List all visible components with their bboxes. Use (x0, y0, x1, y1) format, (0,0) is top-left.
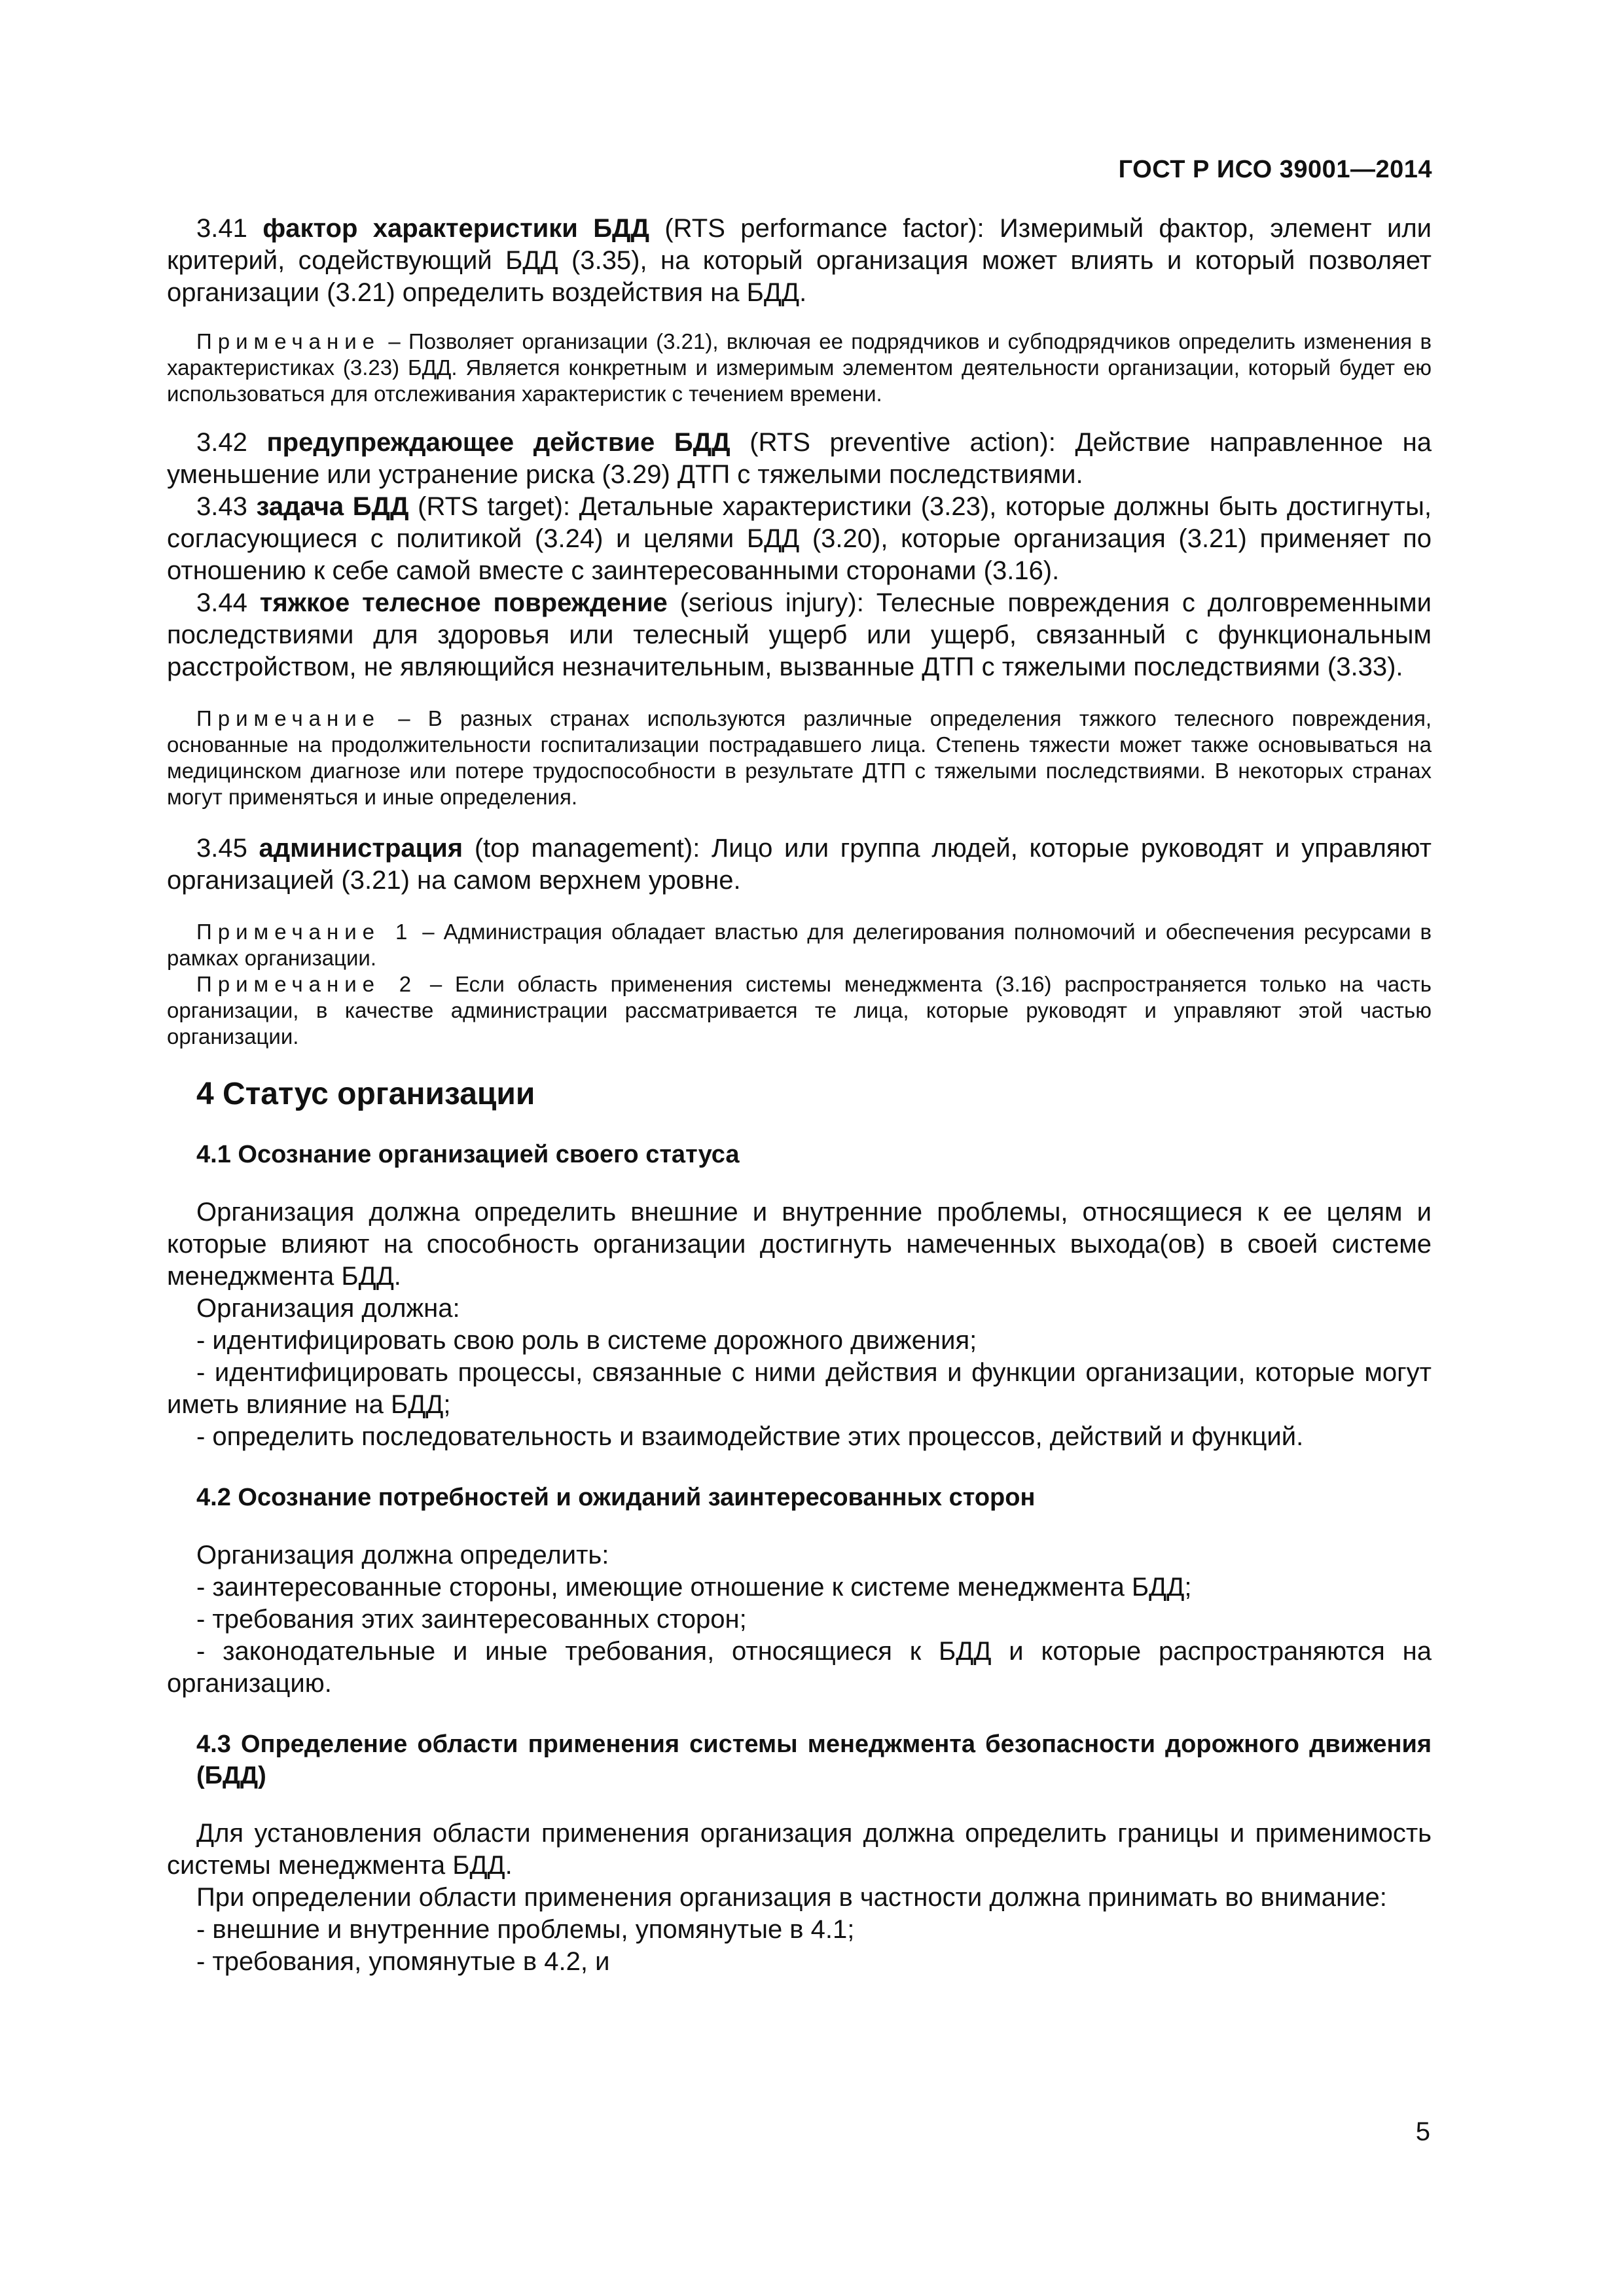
definition-term: фактор характеристики БДД (262, 214, 649, 243)
definition-text: (RTS performance factor): Измеримый фактор, элемент или критерий, содействующий БДД (3.35), на который организация может влиять и который позволяет организации (3.21) определить воздействия на БДД. (167, 214, 1432, 307)
definition-text: (RTS target): Детальные характеристики (3.23), которые должны быть достигнуты, согласующиеся с политикой (3.24) и целями БДД (3.20), которые организация (3.21) применяет по отношению к себе самой вместе с заинтересованными сторонами (3.16). (167, 492, 1432, 585)
definition-text: (top management): Лицо или группа людей, которые руководят и управляют организацией (3.21) на самом верхнем уровне. (167, 834, 1432, 895)
definition-term: предупреждающее действие БДД (266, 428, 731, 457)
section-4-1-lead: Организация должна: (196, 1294, 460, 1323)
note-label: Примечание (196, 329, 381, 353)
definition-number: 3.43 (196, 492, 257, 521)
list-item: - идентифицировать свою роль в системе дорожного движения; (196, 1326, 977, 1355)
note-text: – Позволяет организации (3.21), включая ее подрядчиков и субподрядчиков определить изменения в характеристиках (3.23) БДД. Является конкретным и измеримым элементом деятельности организации, который будет ею использоваться для отслеживания характеристик с течением времени. (167, 329, 1432, 406)
section-4-1-heading: 4.1 Осознание организацией своего статуса (196, 1141, 740, 1168)
note-3-44 (167, 706, 1432, 810)
definition-number: 3.42 (196, 428, 267, 457)
section-4-3-p2: При определении области применения организация в частности должна принимать во внимание: (196, 1883, 1387, 1912)
note-label: Примечание (196, 706, 381, 730)
section-4-2-heading: 4.2 Осознание потребностей и ожиданий заинтересованных сторон (196, 1484, 1036, 1511)
definition-text: (serious injury): Телесные повреждения с долговременными последствиями для здоровья или телесный ущерб или ущерб, связанный с функциональным расстройством, не являющийся незначительным, вызванные ДТП с тяжелыми последствиями (3.33). (167, 588, 1432, 681)
page-content (167, 213, 1432, 1978)
definition-3-43 (167, 491, 1432, 587)
section-4-2-lead: Организация должна определить: (196, 1541, 609, 1570)
list-item: - внешние и внутренние проблемы, упомянутые в 4.1; (196, 1915, 855, 1944)
definition-3-44 (167, 587, 1432, 683)
note-label: Примечание 1 (196, 920, 414, 944)
note-text: – Если область применения системы менеджмента (3.16) распространяется только на часть организации, в качестве администрации рассматривается те лица, которые руководят и управляют этой частью организации. (167, 972, 1432, 1049)
list-item: - законодательные и иные требования, относящиеся к БДД и которые распространяются на организацию. (167, 1637, 1432, 1698)
section-4-1-intro: Организация должна определить внешние и внутренние проблемы, относящиеся к ее целям и которые влияют на способность организации достигнуть намеченных выхода(ов) в своей системе менеджмента БДД. (167, 1198, 1432, 1291)
standard-id-header: ГОСТ Р ИСО 39001—2014 (1118, 156, 1432, 183)
note-text: – В разных странах используются различные определения тяжкого телесного повреждения, основанные на продолжительности госпитализации пострадавшего лица. Степень тяжести может также основываться на медицинском диагнозе или потере трудоспособности в результате ДТП с тяжелыми последствиями. В некоторых странах могут применяться и иные определения. (167, 706, 1432, 809)
definition-term: задача БДД (256, 492, 409, 521)
list-item: - заинтересованные стороны, имеющие отношение к системе менеджмента БДД; (196, 1573, 1192, 1602)
definition-text: (RTS preventive action): Действие направленное на уменьшение или устранение риска (3.29) ДТП с тяжелыми последствиями. (167, 428, 1432, 489)
definition-term: тяжкое телесное повреждение (259, 588, 668, 617)
definition-number: 3.44 (196, 588, 260, 617)
section-4-heading: 4 Статус организации (196, 1077, 535, 1111)
definition-3-41 (167, 213, 1432, 309)
list-item: - идентифицировать процессы, связанные с ними действия и функции организации, которые могут иметь влияние на БДД; (167, 1358, 1432, 1419)
definition-number: 3.41 (196, 214, 263, 243)
note-text: – Администрация обладает властью для делегирования полномочий и обеспечения ресурсами в рамках организации. (167, 920, 1432, 970)
section-4-3-heading: 4.3 Определение области применения системы менеджмента безопасности дорожного движения (БДД) (196, 1731, 1432, 1789)
definition-term: администрация (259, 834, 463, 863)
definition-3-42 (167, 427, 1432, 491)
list-item: - требования этих заинтересованных сторон; (196, 1605, 747, 1634)
note-3-45-1 (167, 919, 1432, 971)
note-label: Примечание 2 (196, 972, 418, 996)
definition-number: 3.45 (196, 834, 259, 863)
section-4-3-p1: Для установления области применения организация должна определить границы и применимость системы менеджмента БДД. (167, 1819, 1432, 1880)
note-3-41 (167, 329, 1432, 407)
list-item: - определить последовательность и взаимодействие этих процессов, действий и функций. (196, 1422, 1304, 1451)
list-item: - требования, упомянутые в 4.2, и (196, 1947, 610, 1976)
page-number: 5 (1415, 2117, 1430, 2146)
definition-3-45 (167, 833, 1432, 897)
note-3-45-2 (167, 971, 1432, 1050)
